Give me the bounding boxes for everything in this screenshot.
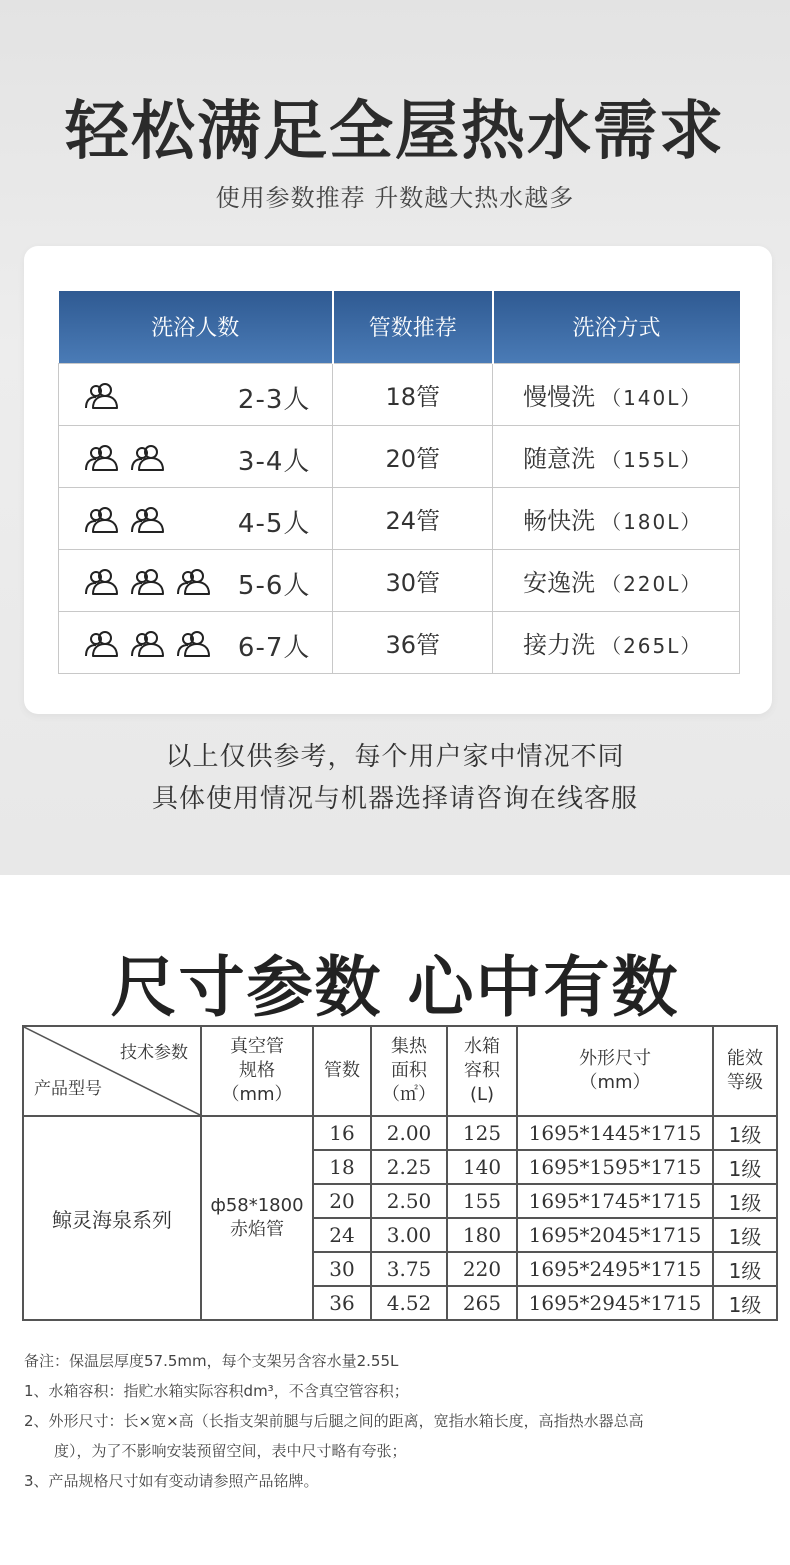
- spec-table: [22, 1025, 778, 1321]
- tube-spec-type: 赤焰管: [230, 1219, 284, 1240]
- tube-spec-size: ф58*1800: [210, 1195, 304, 1216]
- person-icon: [85, 629, 125, 657]
- header-tubes: 管数推荐: [333, 291, 493, 363]
- grade-value: 1级: [713, 1116, 777, 1150]
- grade-value: 1级: [713, 1150, 777, 1184]
- dims-value: 1695*2495*1715: [517, 1252, 713, 1286]
- tube-count: 30管: [333, 549, 493, 611]
- area-value: 3.75: [371, 1252, 447, 1286]
- bath-volume: （220L）: [601, 571, 703, 596]
- series-name: 鲸灵海泉系列: [23, 1116, 201, 1320]
- bath-mode: 慢慢洗: [523, 382, 596, 411]
- area-value: 3.00: [371, 1218, 447, 1252]
- people-icons: [85, 567, 217, 595]
- people-icons: [85, 381, 125, 409]
- grade-value: 1级: [713, 1184, 777, 1218]
- bath-mode-cell: [493, 425, 740, 487]
- header-line: (L): [469, 1084, 495, 1105]
- header-line: 面积: [391, 1060, 427, 1081]
- tank-value: 125: [447, 1116, 517, 1150]
- tank-value: 140: [447, 1150, 517, 1184]
- bath-mode: 接力洗: [523, 630, 596, 659]
- area-value: 2.50: [371, 1184, 447, 1218]
- disclaimer: [0, 736, 790, 820]
- tank-value: 180: [447, 1218, 517, 1252]
- bath-volume: （140L）: [601, 385, 703, 410]
- person-icon: [131, 629, 171, 657]
- spec-title: 尺寸参数 心中有数: [110, 949, 680, 1026]
- dims-value: 1695*1445*1715: [517, 1116, 713, 1150]
- disclaimer-line-2: 具体使用情况与机器选择请咨询在线客服: [151, 784, 638, 814]
- bath-volume: （265L）: [601, 633, 703, 658]
- note-3: 3、产品规格尺寸如有变动请参照产品铭牌。: [24, 1472, 319, 1490]
- people-cell: [59, 363, 333, 425]
- person-icon: [131, 505, 171, 533]
- table-row: [59, 425, 740, 487]
- header-line: 集热: [391, 1036, 427, 1057]
- tube-count: 20: [313, 1184, 371, 1218]
- bath-mode: 安逸洗: [523, 568, 596, 597]
- person-icon: [85, 443, 125, 471]
- tank-value: 220: [447, 1252, 517, 1286]
- people-count: 2-3人: [237, 384, 311, 415]
- area-value: 2.25: [371, 1150, 447, 1184]
- header-line: 水箱: [464, 1036, 500, 1057]
- header-line: 容积: [464, 1060, 500, 1081]
- bathing-recommendation-table: [58, 291, 740, 674]
- tube-count: 18管: [333, 363, 493, 425]
- header-area: [371, 1026, 447, 1116]
- header-line: 规格: [239, 1060, 275, 1081]
- grade-value: 1级: [713, 1252, 777, 1286]
- dims-value: 1695*1745*1715: [517, 1184, 713, 1218]
- person-icon: [85, 381, 125, 409]
- table-row: [59, 487, 740, 549]
- people-count: 4-5人: [237, 508, 311, 539]
- person-icon: [131, 567, 171, 595]
- table-row: [23, 1116, 777, 1150]
- disclaimer-line-1: 以上仅供参考，每个用户家中情况不同: [165, 742, 625, 772]
- header-product-model: 产品型号: [34, 1079, 102, 1099]
- people-cell: [59, 549, 333, 611]
- bath-volume: （155L）: [601, 447, 703, 472]
- bath-volume: （180L）: [601, 509, 703, 534]
- spec-header-row: [23, 1026, 777, 1116]
- bath-mode: 畅快洗: [523, 506, 596, 535]
- people-icons: [85, 629, 217, 657]
- note-2: 2、外形尺寸：长×宽×高（长指支架前腿与后腿之间的距离，宽指水箱长度，高指热水器总高: [24, 1412, 644, 1430]
- person-icon: [85, 505, 125, 533]
- people-cell: [59, 611, 333, 673]
- dims-value: 1695*2945*1715: [517, 1286, 713, 1320]
- header-line: 真空管: [230, 1036, 284, 1057]
- people-count: 6-7人: [237, 632, 311, 663]
- page-title: 轻松满足全屋热水需求: [65, 95, 725, 169]
- person-icon: [177, 567, 217, 595]
- people-count: 5-6人: [237, 570, 311, 601]
- bath-mode: 随意洗: [523, 444, 596, 473]
- tube-count: 20管: [333, 425, 493, 487]
- people-cell: [59, 487, 333, 549]
- header-dims: [517, 1026, 713, 1116]
- table-header-row: [59, 291, 740, 363]
- person-icon: [131, 443, 171, 471]
- people-icons: [85, 443, 171, 471]
- tube-count: 18: [313, 1150, 371, 1184]
- note-remark: 备注：保温层厚度57.5mm，每个支架另含容水量2.55L: [24, 1352, 399, 1370]
- grade-value: 1级: [713, 1286, 777, 1320]
- bath-mode-cell: [493, 549, 740, 611]
- note-2-continued: 度），为了不影响安装预留空间，表中尺寸略有夸张；: [54, 1442, 407, 1460]
- person-icon: [85, 567, 125, 595]
- header-line: （mm）: [579, 1072, 651, 1093]
- tube-spec-cell: [201, 1116, 313, 1320]
- person-icon: [177, 629, 217, 657]
- note-1: 1、水箱容积：指贮水箱实际容积dm³，不含真空管容积；: [24, 1382, 409, 1400]
- tube-count: 24管: [333, 487, 493, 549]
- header-line: （mm）: [221, 1084, 293, 1105]
- bath-mode-cell: [493, 611, 740, 673]
- header-line: 能效: [727, 1048, 763, 1069]
- people-count: 3-4人: [237, 446, 311, 477]
- header-line: 外形尺寸: [579, 1048, 651, 1069]
- header-tube-spec: [201, 1026, 313, 1116]
- header-line: 等级: [727, 1072, 763, 1093]
- tank-value: 265: [447, 1286, 517, 1320]
- page-subtitle: 使用参数推荐 升数越大热水越多: [215, 184, 575, 212]
- spec-notes: [24, 1346, 774, 1496]
- area-value: 2.00: [371, 1116, 447, 1150]
- tube-count: 36: [313, 1286, 371, 1320]
- table-body: [59, 363, 740, 673]
- bath-mode-cell: [493, 487, 740, 549]
- dims-value: 1695*2045*1715: [517, 1218, 713, 1252]
- table-row: [59, 363, 740, 425]
- header-people: 洗浴人数: [59, 291, 333, 363]
- table-row: [59, 549, 740, 611]
- dims-value: 1695*1595*1715: [517, 1150, 713, 1184]
- header-grade: [713, 1026, 777, 1116]
- tube-count: 36管: [333, 611, 493, 673]
- header-tech-params: 技术参数: [120, 1043, 188, 1063]
- area-value: 4.52: [371, 1286, 447, 1320]
- tank-value: 155: [447, 1184, 517, 1218]
- tube-count: 24: [313, 1218, 371, 1252]
- bath-mode-cell: [493, 363, 740, 425]
- table-row: [59, 611, 740, 673]
- header-tank: [447, 1026, 517, 1116]
- grade-value: 1级: [713, 1218, 777, 1252]
- tube-count: 30: [313, 1252, 371, 1286]
- tube-count: 16: [313, 1116, 371, 1150]
- header-tube-count: 管数: [313, 1026, 371, 1116]
- header-mode: 洗浴方式: [493, 291, 740, 363]
- people-cell: [59, 425, 333, 487]
- header-diagonal-cell: [23, 1026, 201, 1116]
- header-line: （㎡）: [382, 1084, 436, 1105]
- people-icons: [85, 505, 171, 533]
